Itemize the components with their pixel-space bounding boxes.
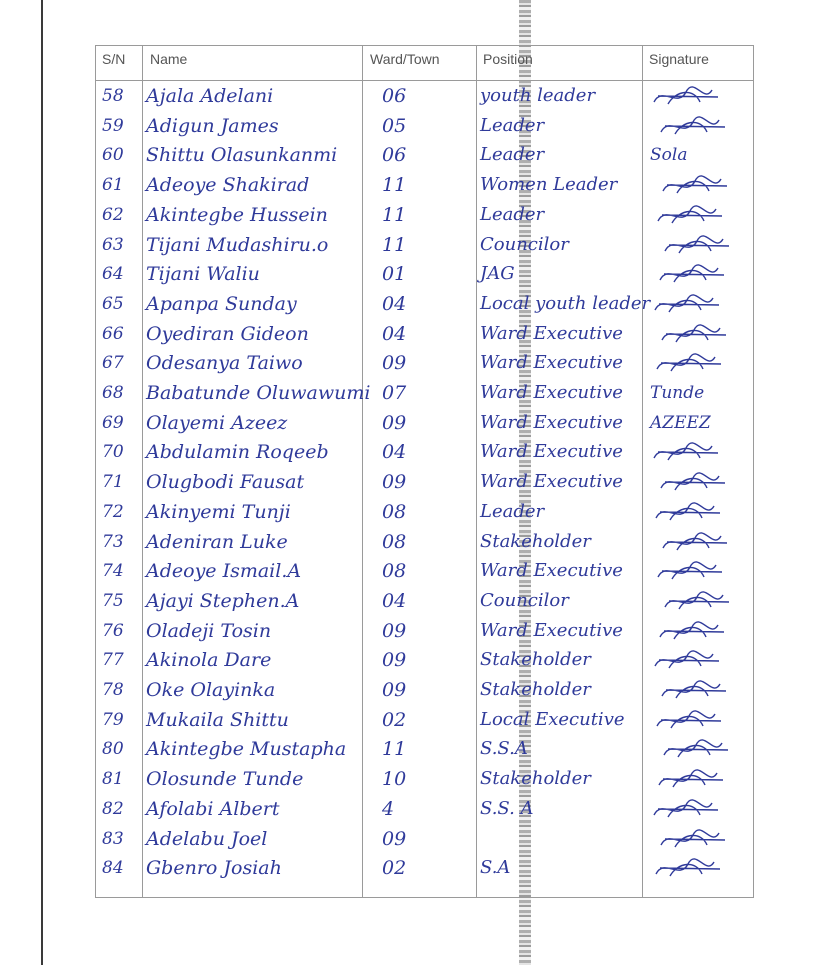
row-serial-number: 63: [102, 234, 124, 255]
row-signature: [648, 678, 748, 704]
row-serial-number: 72: [102, 501, 124, 522]
signature-scribble-icon: [648, 114, 748, 140]
table-row: [96, 440, 753, 468]
table-row: [96, 262, 753, 290]
row-serial-number: 75: [102, 590, 124, 611]
row-serial-number: 67: [102, 353, 124, 374]
row-ward: 04: [382, 322, 407, 345]
row-name: Ajayi Stephen.A: [146, 589, 300, 612]
row-serial-number: 83: [102, 828, 124, 849]
row-name: Akintegbe Hussein: [146, 203, 328, 226]
table-row: [96, 648, 753, 676]
row-name: Shittu Olasunkanmi: [146, 144, 338, 167]
page-left-edge: [41, 0, 43, 965]
signature-scribble-icon: [648, 351, 748, 377]
table-row: [96, 143, 753, 171]
signature-scribble-icon: [648, 559, 748, 585]
row-name: Mukaila Shittu: [146, 708, 289, 731]
row-serial-number: 61: [102, 175, 124, 196]
header-sn: S/N: [102, 51, 126, 67]
row-ward: 09: [382, 679, 407, 701]
row-ward: 4: [382, 797, 395, 820]
row-name: Tijani Waliu: [146, 263, 260, 286]
row-signature: [648, 500, 748, 526]
row-signature: [648, 143, 748, 169]
signature-text: Tunde: [650, 383, 705, 403]
row-signature: [648, 84, 748, 110]
signature-scribble-icon: [648, 233, 748, 259]
row-signature: [648, 619, 748, 645]
signature-scribble-icon: [648, 648, 748, 674]
row-position: Leader: [480, 144, 545, 166]
table-row: [96, 470, 753, 498]
header-name: Name: [150, 51, 188, 67]
table-row: [96, 737, 753, 765]
row-position: Councilor: [480, 233, 569, 255]
row-position: Ward Executive: [480, 382, 623, 403]
row-signature: [648, 589, 748, 615]
row-ward: 09: [382, 471, 407, 494]
row-serial-number: 80: [102, 739, 124, 760]
signature-text: Sola: [650, 145, 688, 166]
signature-scribble-icon: [648, 767, 748, 793]
row-serial-number: 79: [102, 709, 124, 730]
signature-scribble-icon: [648, 173, 748, 199]
row-serial-number: 59: [102, 115, 124, 136]
row-serial-number: 64: [102, 264, 124, 285]
signature-scribble-icon: [648, 470, 748, 496]
row-ward: 02: [382, 857, 407, 880]
row-position: Leader: [480, 203, 545, 225]
signature-scribble-icon: [648, 262, 748, 288]
signature-scribble-icon: [648, 797, 748, 823]
row-signature: [648, 708, 748, 734]
row-serial-number: 62: [102, 204, 124, 225]
row-name: Oladeji Tosin: [146, 619, 272, 642]
table-row: [96, 708, 753, 736]
row-position: Councilor: [480, 589, 569, 611]
row-serial-number: 77: [102, 650, 124, 671]
row-name: Odesanya Taiwo: [146, 352, 303, 375]
row-position: Ward Executive: [480, 471, 623, 493]
row-position: Leader: [480, 114, 545, 136]
header-ward: Ward/Town: [370, 51, 440, 67]
signature-scribble-icon: [648, 619, 748, 645]
row-ward: 06: [382, 144, 407, 167]
row-ward: 11: [382, 738, 407, 761]
row-ward: 04: [382, 589, 407, 612]
row-ward: 09: [382, 352, 407, 375]
signature-scribble-icon: [648, 708, 748, 734]
row-ward: 08: [382, 500, 407, 523]
row-position: S.S. A: [480, 797, 534, 819]
row-name: Olosunde Tunde: [146, 768, 304, 791]
row-position: Stakeholder: [480, 679, 591, 700]
row-signature: [648, 440, 748, 466]
row-serial-number: 68: [102, 383, 124, 403]
row-serial-number: 84: [102, 858, 124, 879]
row-position: Ward Executive: [480, 352, 623, 374]
row-signature: [648, 411, 748, 437]
table-row: [96, 322, 753, 350]
table-row: [96, 351, 753, 379]
signature-scribble-icon: [648, 292, 748, 318]
row-position: Leader: [480, 500, 545, 522]
row-signature: [648, 737, 748, 763]
row-serial-number: 66: [102, 323, 124, 344]
row-signature: [648, 827, 748, 853]
table-row: [96, 381, 753, 409]
row-name: Akinola Dare: [146, 649, 272, 672]
table-row: [96, 827, 753, 855]
table-row: [96, 411, 753, 439]
table-row: [96, 856, 753, 884]
row-signature: [648, 797, 748, 823]
row-serial-number: 82: [102, 798, 124, 819]
header-divider: [96, 80, 753, 81]
signature-scribble-icon: [648, 500, 748, 526]
row-position: Ward Executive: [480, 322, 623, 344]
table-row: [96, 500, 753, 528]
row-name: Akintegbe Mustapha: [146, 738, 347, 761]
row-serial-number: 81: [102, 769, 124, 790]
row-name: Abdulamin Roqeeb: [146, 441, 329, 464]
row-signature: [648, 648, 748, 674]
table-row: [96, 292, 753, 320]
row-position: youth leader: [480, 85, 596, 106]
row-ward: 09: [382, 649, 407, 672]
row-serial-number: 60: [102, 145, 124, 166]
row-serial-number: 70: [102, 442, 124, 463]
row-position: Women Leader: [480, 174, 618, 196]
row-serial-number: 73: [102, 531, 124, 552]
row-ward: 09: [382, 827, 407, 850]
signature-text: AZEEZ: [650, 412, 711, 433]
row-name: Gbenro Josiah: [146, 857, 282, 880]
signature-scribble-icon: [648, 678, 748, 704]
row-ward: 08: [382, 560, 407, 583]
row-name: Olayemi Azeez: [146, 411, 288, 434]
row-name: Adeoye Ismail.A: [146, 560, 302, 583]
row-position: S.S.A: [480, 738, 528, 760]
row-ward: 06: [382, 85, 407, 107]
row-name: Tijani Mudashiru.o: [146, 233, 329, 256]
row-name: Adeoye Shakirad: [146, 174, 310, 197]
signature-scribble-icon: [648, 440, 748, 466]
table-row: [96, 619, 753, 647]
row-serial-number: 69: [102, 412, 124, 433]
row-signature: [648, 351, 748, 377]
row-serial-number: 58: [102, 86, 124, 106]
row-signature: [648, 114, 748, 140]
row-ward: 10: [382, 768, 407, 791]
row-signature: [648, 262, 748, 288]
row-ward: 09: [382, 411, 407, 434]
row-name: Afolabi Albert: [146, 797, 280, 820]
row-position: Stakeholder: [480, 649, 591, 671]
table-row: [96, 233, 753, 261]
signature-scribble-icon: [648, 203, 748, 229]
row-serial-number: 74: [102, 561, 124, 582]
attendance-table: [95, 45, 754, 898]
signature-scribble-icon: [648, 856, 748, 882]
row-position: Ward Executive: [480, 441, 623, 463]
row-serial-number: 65: [102, 293, 124, 314]
row-ward: 02: [382, 708, 407, 731]
table-row: [96, 84, 753, 112]
row-position: Ward Executive: [480, 619, 623, 641]
row-position: Stakeholder: [480, 530, 591, 552]
row-signature: [648, 173, 748, 199]
row-name: Adelabu Joel: [146, 827, 268, 850]
row-name: Oyediran Gideon: [146, 322, 309, 345]
signature-scribble-icon: [648, 589, 748, 615]
row-ward: 11: [382, 203, 407, 226]
signature-scribble-icon: [648, 322, 748, 348]
row-serial-number: 71: [102, 472, 124, 493]
table-row: [96, 589, 753, 617]
row-signature: [648, 381, 748, 407]
row-signature: [648, 856, 748, 882]
row-signature: [648, 233, 748, 259]
row-position: Local youth leader: [480, 292, 651, 314]
row-name: Adigun James: [146, 114, 279, 137]
row-position: Stakeholder: [480, 768, 591, 790]
row-ward: 05: [382, 114, 407, 137]
row-signature: [648, 530, 748, 556]
row-signature: [648, 322, 748, 348]
row-signature: [648, 767, 748, 793]
row-name: Akinyemi Tunji: [146, 500, 291, 523]
row-ward: 09: [382, 619, 407, 642]
row-ward: 11: [382, 174, 407, 197]
row-name: Ajala Adelani: [146, 85, 274, 107]
table-row: [96, 530, 753, 558]
row-ward: 01: [382, 263, 407, 286]
row-position: Ward Executive: [480, 560, 623, 582]
row-position: JAG: [480, 263, 515, 285]
row-signature: [648, 292, 748, 318]
row-signature: [648, 470, 748, 496]
row-position: Ward Executive: [480, 411, 623, 433]
row-ward: 07: [382, 382, 407, 404]
table-row: [96, 797, 753, 825]
row-position: S.A: [480, 857, 511, 879]
row-name: Adeniran Luke: [146, 530, 288, 553]
header-position: Position: [483, 51, 533, 67]
row-signature: [648, 203, 748, 229]
signature-scribble-icon: [648, 827, 748, 853]
signature-scribble-icon: [648, 737, 748, 763]
row-name: Olugbodi Fausat: [146, 471, 305, 494]
signature-scribble-icon: [648, 84, 748, 110]
row-serial-number: 76: [102, 620, 124, 641]
signature-scribble-icon: [648, 530, 748, 556]
row-ward: 04: [382, 441, 407, 464]
table-row: [96, 173, 753, 201]
row-serial-number: 78: [102, 680, 124, 700]
row-ward: 08: [382, 530, 407, 553]
row-ward: 11: [382, 233, 407, 256]
row-name: Apanpa Sunday: [146, 292, 297, 315]
row-ward: 04: [382, 292, 407, 315]
row-name: Babatunde Oluwawumi: [146, 382, 371, 404]
table-row: [96, 678, 753, 706]
row-signature: [648, 559, 748, 585]
table-row: [96, 559, 753, 587]
row-name: Oke Olayinka: [146, 679, 276, 701]
row-position: Local Executive: [480, 708, 625, 730]
header-signature: Signature: [649, 51, 709, 67]
table-row: [96, 767, 753, 795]
table-row: [96, 203, 753, 231]
table-row: [96, 114, 753, 142]
